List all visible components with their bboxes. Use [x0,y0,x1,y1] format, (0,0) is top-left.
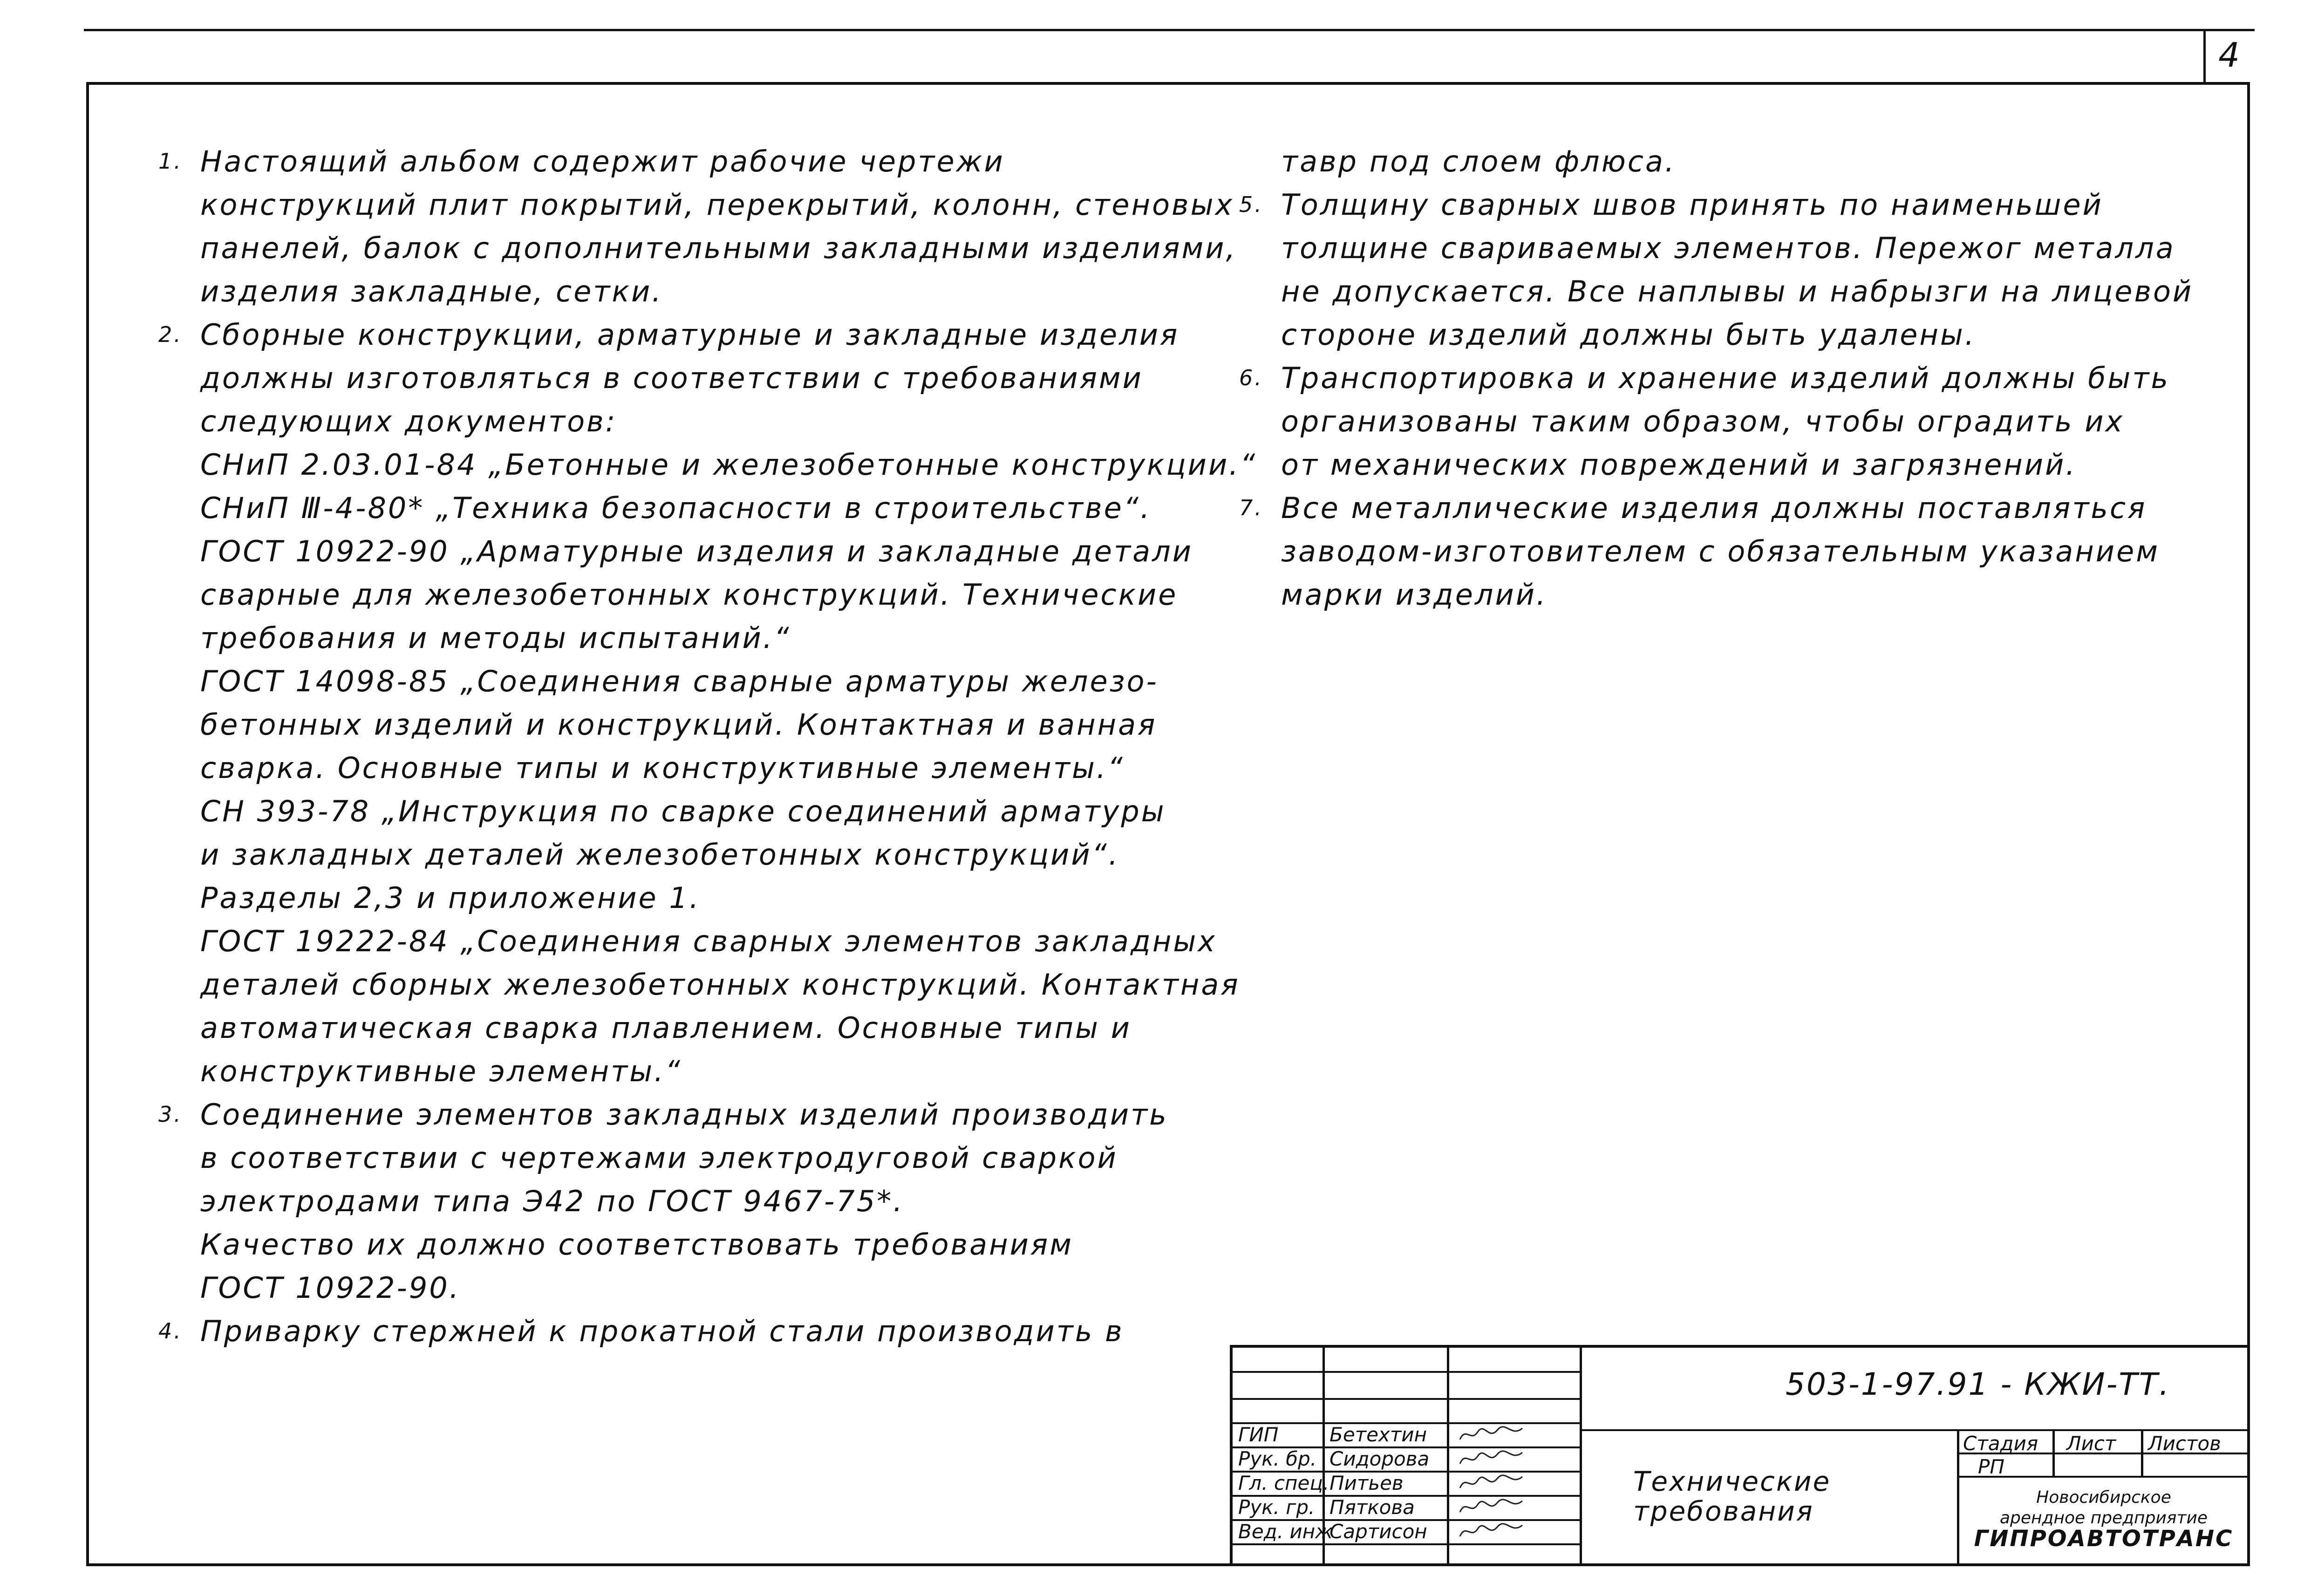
tb-rule [1580,1429,2247,1431]
requirement-number: 3. [158,1102,183,1127]
requirement-line: требования и методы испытаний.“ [200,621,791,655]
requirement-line: стороне изделий должны быть удалены. [1281,318,1976,352]
tb-divider [1447,1348,1449,1564]
requirement-number: 1. [158,149,183,174]
requirement-item [1239,356,2171,486]
requirement-line: Все металлические изделия должны поставляться [1281,491,2147,525]
requirement-line: сварка. Основные типы и конструктивные элементы.“ [200,751,1125,785]
requirement-line: конструктивные элементы.“ [200,1054,682,1088]
signatory-role: Рук. гр. [1238,1496,1315,1519]
signatory-name: Бетехтин [1329,1423,1427,1446]
requirement-line: Сборные конструкции, арматурные и закладные изделия [200,318,1179,352]
stage-value: РП [1978,1455,2004,1478]
requirement-line: ГОСТ 10922-90 „Арматурные изделия и закладные детали [200,534,1193,568]
signatory-name: Сартисон [1329,1520,1427,1543]
signature-icon [1456,1496,1526,1518]
requirement-line: марки изделий. [1281,578,1547,612]
requirement-line: в соответствии с чертежами электродуговой сваркой [200,1141,1118,1175]
requirement-line: организованы таким образом, чтобы оградить их [1281,404,2125,438]
organization-line: Новосибирское [2036,1488,2171,1507]
tb-rule [1233,1398,1580,1400]
requirement-line: толщине свариваемых элементов. Пережог металла [1281,231,2175,265]
requirement-line: Приварку стержней к прокатной стали производить в [200,1314,1124,1348]
requirement-line: и закладных деталей железобетонных конструкций“. [200,838,1120,872]
requirement-line: ГОСТ 10922-90. [200,1271,461,1305]
tb-divider [1957,1429,1959,1564]
sheets-header: Листов [2148,1432,2221,1455]
requirement-number: 7. [1239,495,1263,520]
requirement-line: СН 393-78 „Инструкция по сварке соединений арматуры [200,794,1166,828]
requirement-line: от механических повреждений и загрязнений. [1281,448,2077,482]
requirement-number: 2. [158,322,183,347]
tb-rule [1233,1371,1580,1373]
sheet-number-box [2203,29,2250,82]
signatory-name: Питьев [1329,1472,1404,1494]
signatory-role: Рук. бр. [1238,1447,1317,1470]
sheet-header: Лист [2066,1432,2116,1455]
requirement-line: электродами типа Э42 по ГОСТ 9467-75*. [200,1184,904,1218]
signatory-name: Пяткова [1329,1496,1415,1519]
signatory-name: Сидорова [1329,1447,1430,1470]
signature-icon [1456,1424,1526,1445]
document-title-line: требования [1633,1495,1814,1527]
requirement-line: следующих документов: [200,404,617,438]
signature-icon [1456,1472,1526,1494]
requirement-line: конструкций плит покрытий, перекрытий, колонн, стеновых [200,188,1234,222]
stage-header: Стадия [1963,1432,2038,1455]
signature-icon [1456,1448,1526,1469]
requirement-line: ГОСТ 14098-85 „Соединения сварные арматуры железо- [200,664,1159,698]
organization-line: арендное предприятие [1999,1508,2208,1528]
requirement-line: панелей, балок с дополнительными закладными изделиями, [200,231,1237,265]
requirement-line: Соединение элементов закладных изделий производить [200,1098,1168,1132]
requirement-line: ГОСТ 19222-84 „Соединения сварных элементов закладных [200,924,1217,958]
requirement-item [158,1310,1202,1353]
requirement-number: 4. [158,1318,183,1344]
requirements-right-column [1239,140,2194,616]
requirement-line: не допускается. Все наплывы и набрызги на лицевой [1281,274,2194,308]
organization [1973,1487,2234,1552]
requirement-line: автоматическая сварка плавлением. Основные типы и [200,1011,1132,1045]
requirement-line: Толщину сварных швов принять по наименьшей [1281,188,2103,222]
requirement-line: СНиП 2.03.01-84 „Бетонные и железобетонные конструкции.“ [200,448,1257,482]
document-code: 503-1-97.91 - КЖИ-ТТ. [1785,1366,2171,1402]
top-rule [84,29,2255,31]
signature-icon [1456,1521,1526,1542]
title-block [1230,1345,2247,1564]
requirement-line: заводом-изготовителем с обязательным указанием [1281,534,2160,568]
signatory-role: Гл. спец. [1238,1472,1329,1494]
document-title [1633,1466,1913,1526]
requirement-number: 6. [1239,365,1263,390]
requirement-number: 5. [1239,192,1263,217]
requirement-line: Транспортировка и хранение изделий должны быть [1281,361,2170,395]
requirement-line: деталей сборных железобетонных конструкций. Контактная [200,968,1240,1002]
signatory-role: ГИП [1238,1423,1279,1446]
requirement-item [1239,486,2171,616]
requirement-line: Разделы 2,3 и приложение 1. [200,881,701,915]
sheet-number: 4 [2218,35,2240,75]
organization-name: ГИПРОАВТОТРАНС [1974,1526,2234,1552]
tb-divider [1580,1348,1582,1564]
requirement-line: бетонных изделий и конструкций. Контактная и ванная [200,708,1157,742]
requirement-line: сварные для железобетонных конструкций. Технические [200,578,1178,612]
requirement-item [1239,183,2194,356]
requirement-item [158,140,1237,313]
document-title-line: Технические [1633,1466,1831,1497]
requirement-line: Настоящий альбом содержит рабочие чертежи [200,144,1005,178]
requirement-item [1239,140,2171,183]
requirement-line: изделия закладные, сетки. [200,274,663,308]
requirement-line: тавр под слоем флюса. [1281,144,1676,178]
requirement-line: СНиП Ⅲ-4-80* „Техника безопасности в строительстве“. [200,491,1152,525]
requirement-line: должны изготовляться в соответствии с требованиями [200,361,1143,395]
requirement-item [158,313,1257,1093]
requirements-left-column [158,140,1257,1353]
requirement-item [158,1093,1202,1310]
signatory-role: Вед. инж [1238,1520,1333,1543]
requirement-line: Качество их должно соответствовать требованиям [200,1228,1073,1262]
